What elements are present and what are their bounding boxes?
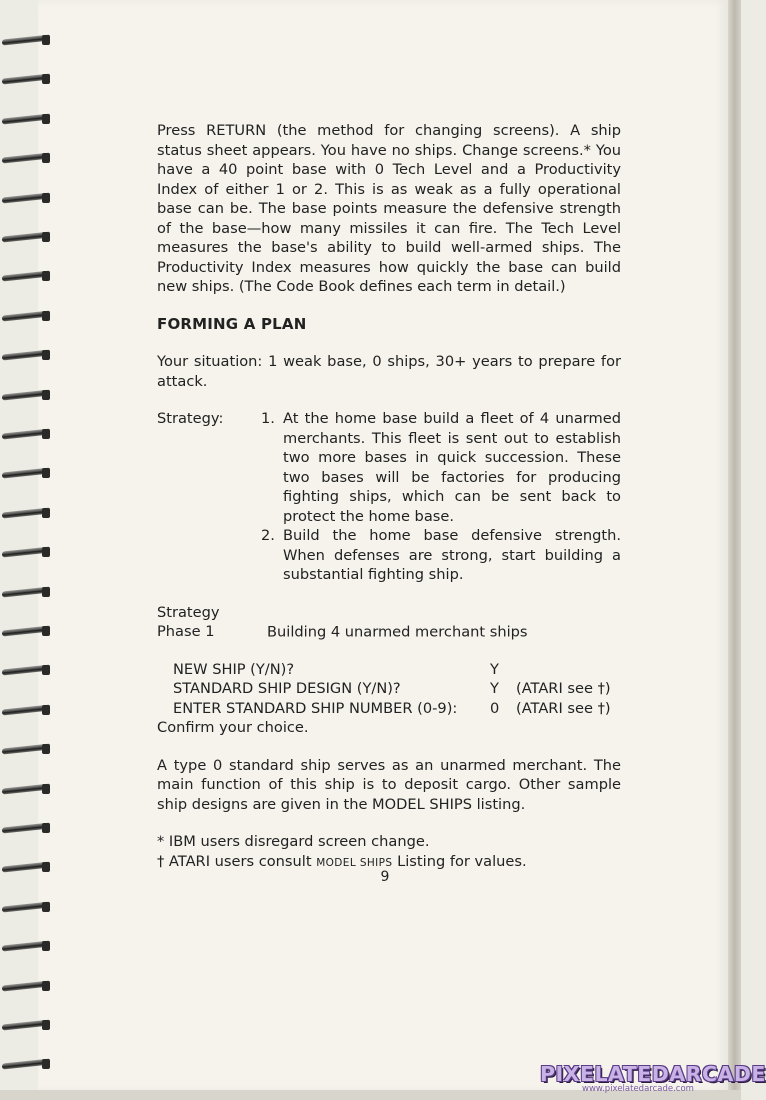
strategy-item-number: 2.: [261, 527, 275, 544]
spiral-coil: [2, 231, 52, 245]
spiral-coil: [2, 940, 52, 954]
spiral-coil: [2, 546, 52, 560]
command-line: [157, 679, 621, 699]
section-heading: FORMING A PLAN: [157, 314, 307, 333]
strategy-label: Strategy:: [157, 410, 224, 427]
spiral-coil: [2, 349, 52, 363]
spiral-coil: [2, 743, 52, 757]
spiral-coil: [2, 113, 52, 127]
strategy-item-text: Build the home base defensive strength. When defenses are strong, start building a substantial fighting ship.: [283, 527, 621, 583]
strategy-list: [261, 409, 621, 585]
strategy-item-number: 1.: [261, 410, 275, 427]
command-line: [157, 660, 621, 680]
strategy-item: [261, 526, 621, 585]
spiral-binding: [0, 0, 56, 1100]
spiral-coil: [2, 389, 52, 403]
spiral-coil: [2, 467, 52, 481]
command-note: [516, 660, 621, 680]
spiral-coil: [2, 152, 52, 166]
watermark-brand: PIXELATEDARCADE: [540, 1062, 766, 1086]
strategy-item-text: At the home base build a fleet of 4 unarmed merchants. This fleet is sent out to establish two more bases in quick succession. These two bases will be factories for producing fighting ships, which can be sent back to protect the home base.: [283, 410, 621, 525]
model-ships-smallcaps: MODEL SHIPS: [316, 856, 393, 869]
command-line: [157, 699, 621, 719]
spiral-coil: [2, 586, 52, 600]
command-answer: 0: [490, 699, 500, 717]
spiral-coil: [2, 664, 52, 678]
page-stack-edge: [728, 0, 741, 1100]
strategy-phase: [157, 603, 621, 642]
command-note: (ATARI see †): [516, 699, 611, 717]
command-prompt: ENTER STANDARD SHIP NUMBER (0-9):: [173, 699, 458, 717]
strategy-block: [157, 409, 621, 585]
spiral-coil: [2, 861, 52, 875]
phase-title: Strategy Phase 1: [157, 603, 220, 640]
intro-paragraph: Press RETURN (the method for changing screens). A ship status sheet appears. You have no ships. Change screens.* You have a 40 point base with 0 Tech Level and a Productivity Index of either 1 or 2. This is as weak as a fully operational base can be. The base points measure the defensive strength of the base—how many missiles it can fire. The Tech Level measures the base's ability to build well-armed ships. The Productivity Index measures how quickly the base can build new ships. (The Code Book defines each term in detail.): [157, 122, 621, 295]
footnote-atari-end: Listing for values.: [397, 852, 527, 870]
spiral-coil: [2, 507, 52, 521]
spiral-coil: [2, 192, 52, 206]
spiral-coil: [2, 270, 52, 284]
phase-description: Building 4 unarmed merchant ships: [267, 623, 528, 640]
command-prompt: STANDARD SHIP DESIGN (Y/N)?: [173, 680, 401, 697]
command-note: (ATARI see †): [516, 680, 611, 697]
confirm-text: Confirm your choice.: [157, 719, 309, 736]
spiral-coil: [2, 73, 52, 87]
spiral-coil: [2, 822, 52, 836]
footnote-ibm: * IBM users disregard screen change.: [157, 833, 430, 850]
type0-paragraph: A type 0 standard ship serves as an unarmed merchant. The main function of this ship is to deposit cargo. Other sample ship designs are given in the MODEL SHIPS listing.: [157, 756, 621, 813]
spiral-coil: [2, 901, 52, 915]
spiral-coil: [2, 34, 52, 48]
watermark-url: www.pixelatedarcade.com: [582, 1084, 694, 1094]
situation-paragraph: Your situation: 1 weak base, 0 ships, 30+ years to prepare for attack.: [157, 353, 621, 390]
page-content: [157, 121, 621, 873]
strategy-item: [261, 409, 621, 526]
spiral-coil: [2, 1019, 52, 1033]
spiral-coil: [2, 428, 52, 442]
page-number: 9: [380, 869, 390, 885]
command-prompt: NEW SHIP (Y/N)?: [173, 660, 295, 678]
spiral-coil: [2, 704, 52, 718]
command-answer: Y: [490, 660, 499, 678]
spiral-coil: [2, 625, 52, 639]
spiral-coil: [2, 310, 52, 324]
spiral-coil: [2, 1058, 52, 1072]
spiral-coil: [2, 980, 52, 994]
command-answer: Y: [490, 680, 499, 697]
footnote-atari-start: † ATARI users consult: [157, 852, 312, 870]
watermark: [540, 1062, 766, 1094]
spiral-coil: [2, 783, 52, 797]
